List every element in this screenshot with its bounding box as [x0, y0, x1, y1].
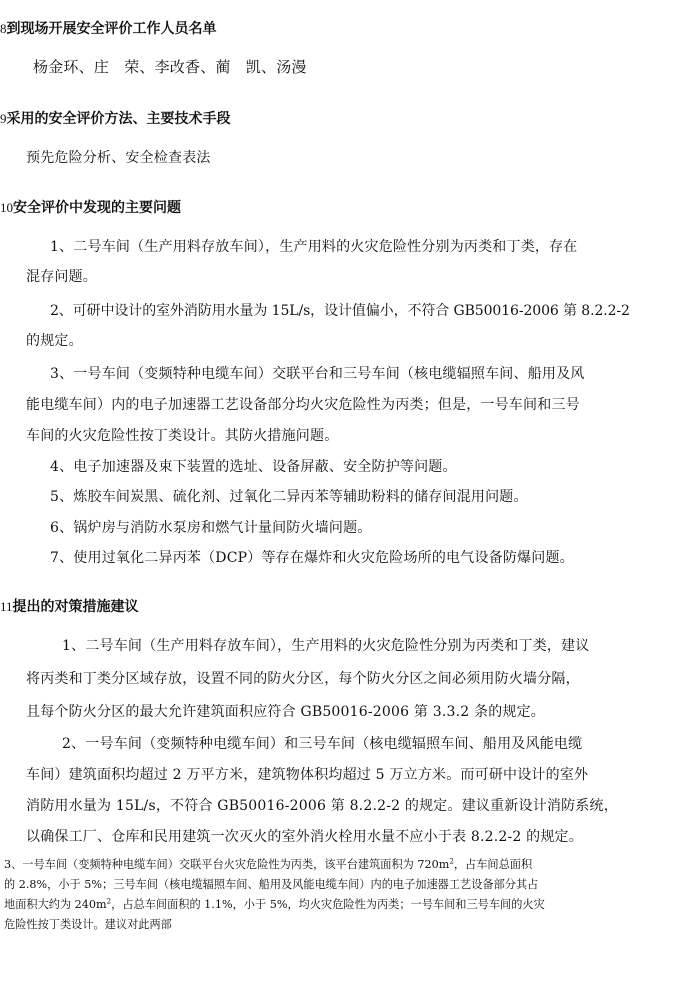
section-9-number: 9	[0, 111, 7, 126]
note-line: 3、一号车间（变频特种电缆车间）交联平台火灾危险性为丙类，该平台建筑面积为 $720m^2$，占车间总面积	[4, 857, 533, 871]
section-9-body: 预先危险分析、安全检查表法	[26, 150, 211, 166]
recommendation-line: 2、一号车间（变频特种电缆车间）和三号车间（核电缆辐照车间、船用及风能电缆	[62, 736, 583, 752]
issue-line: 车间的火灾危险性按丁类设计。其防火措施问题。	[26, 428, 339, 444]
section-9-title: 采用的安全评价方法、主要技术手段	[6, 111, 231, 127]
issue-line: 混存问题。	[26, 269, 97, 285]
recommendation-line: 且每个防火分区的最大允许建筑面积应符合 GB50016-2006 第 3.3.2 条的规定。	[26, 704, 545, 720]
section-9-heading	[0, 110, 231, 128]
issue-line: 3、一号车间（变频特种电缆车间）交联平台和三号车间（核电缆辐照车间、船用及风	[50, 366, 585, 382]
issue-line: 5、炼胶车间炭黑、硫化剂、过氧化二异丙苯等辅助粉料的储存间混用问题。	[50, 489, 528, 505]
issue-line: 能电缆车间）内的电子加速器工艺设备部分均火灾危险性为丙类；但是，一号车间和三号	[26, 397, 580, 413]
issue-line: 的规定。	[26, 333, 83, 349]
section-11-number: 11	[0, 599, 13, 614]
section-11-heading	[0, 598, 139, 616]
section-11-title: 提出的对策措施建议	[12, 599, 139, 615]
recommendation-line: 消防用水量为 15L/s，不符合 GB50016-2006 第 8.2.2-2 的规定。建议重新设计消防系统，	[26, 798, 618, 814]
issue-line: 6、锅炉房与消防水泵房和燃气计量间防火墙问题。	[50, 520, 372, 536]
issue-line: 7、使用过氧化二异丙苯（DCP）等存在爆炸和火灾危险场所的电气设备防爆问题。	[50, 550, 574, 566]
note-line: 地面积大约为 $240m^2$，占总车间面积的 1.1%，小于 5%，均火灾危险性为丙类；一号车间和三号车间的火灾	[4, 897, 545, 911]
section-10-number: 10	[0, 200, 13, 215]
section-10-title: 安全评价中发现的主要问题	[13, 200, 181, 216]
note-line: 危险性按丁类设计。建议对此两部	[4, 918, 172, 931]
note-line: 的 2.8%，小于 5%；三号车间（核电缆辐照车间、船用及风能电缆车间）内的电子加速器工艺设备部分其占	[4, 878, 539, 891]
issue-line: 4、电子加速器及束下装置的选址、设备屏蔽、安全防护等问题。	[50, 459, 457, 475]
recommendation-line: 以确保工厂、仓库和民用建筑一次灭火的室外消火栓用水量不应小于表 8.2.2-2 的规定。	[26, 829, 583, 845]
section-8-number: 8	[0, 21, 7, 36]
recommendation-line: 1、二号车间（生产用料存放车间），生产用料的火灾危险性分别为丙类和丁类，建议	[62, 638, 590, 654]
section-8-names: 杨金环、庄 荣、李改香、蔺 凯、汤漫	[33, 58, 307, 76]
section-10-heading	[0, 199, 181, 217]
recommendation-line: 将丙类和丁类分区域存放，设置不同的防火分区，每个防火分区之间必须用防火墙分隔，	[26, 671, 580, 687]
section-8-heading	[0, 20, 217, 38]
issue-line: 1、二号车间（生产用料存放车间），生产用料的火灾危险性分别为丙类和丁类，存在	[50, 239, 578, 255]
issue-line: 2、可研中设计的室外消防用水量为 15L/s，设计值偏小，不符合 GB50016-2006 第 8.2.2-2	[50, 303, 630, 319]
recommendation-line: 车间）建筑面积均超过 2 万平方米，建筑物体积均超过 5 万立方米。而可研中设计的室外	[26, 767, 589, 783]
section-8-title: 到现场开展安全评价工作人员名单	[6, 21, 217, 37]
